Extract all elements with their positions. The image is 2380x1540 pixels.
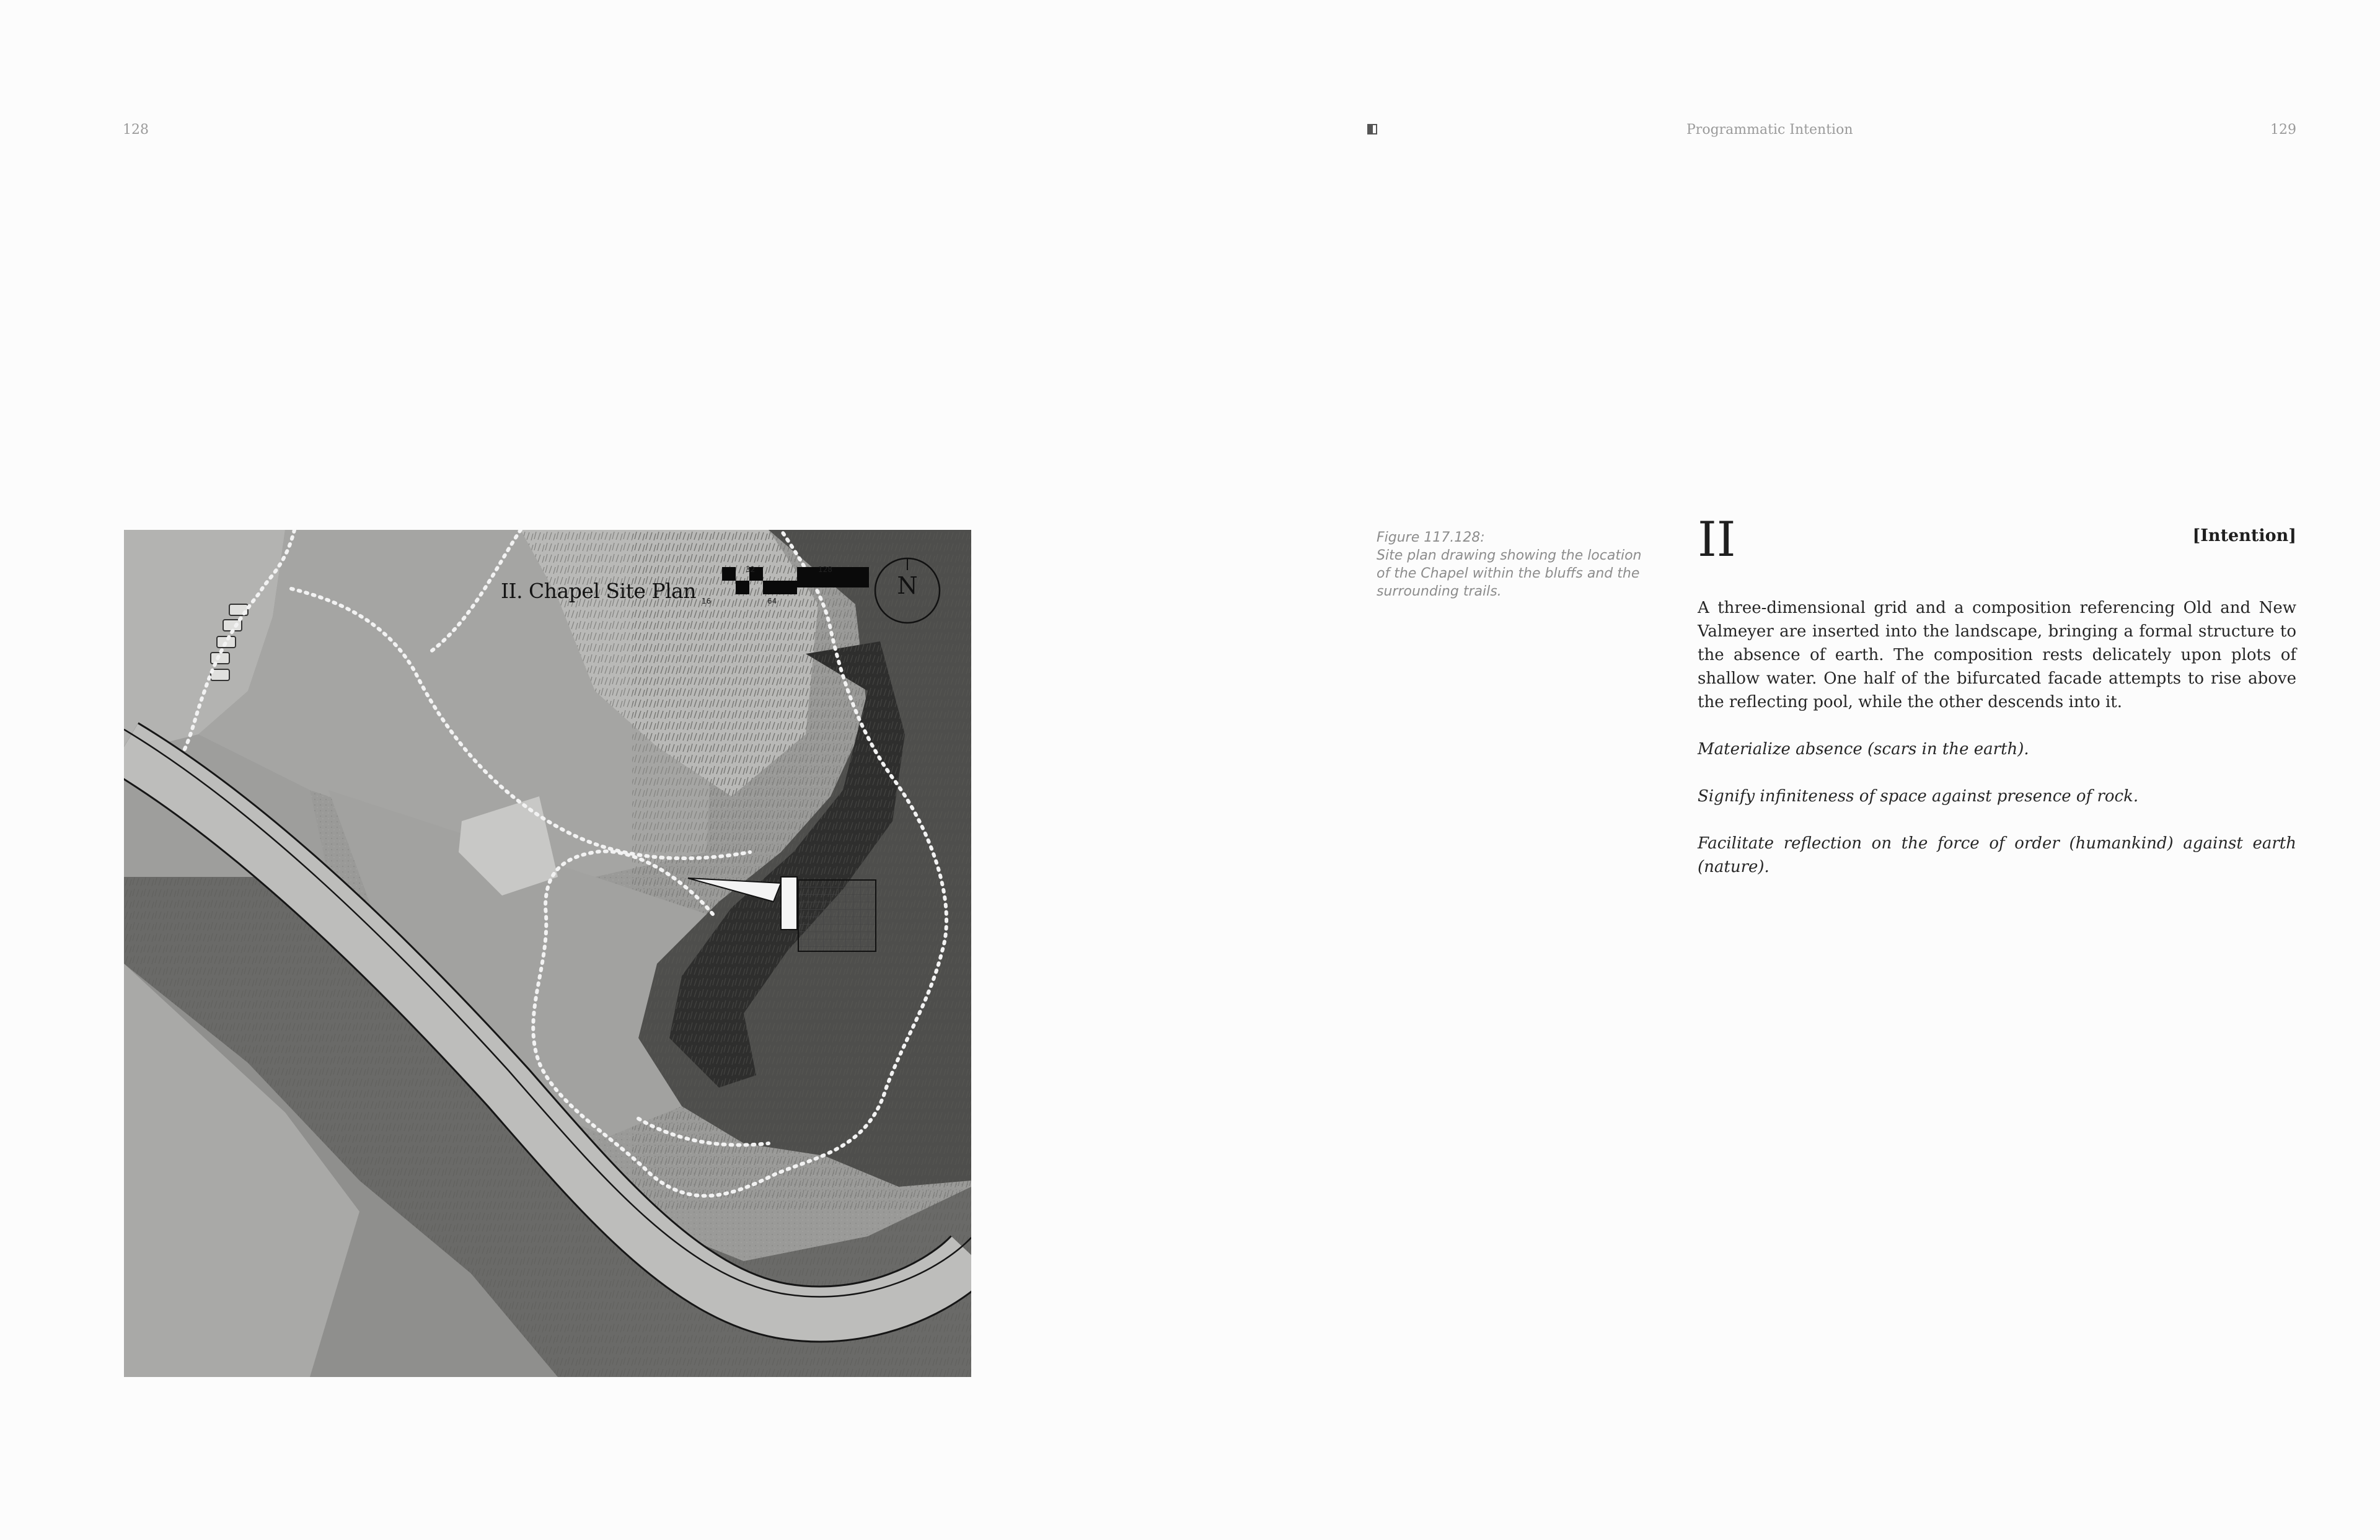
aerial-site-map (124, 530, 971, 1377)
scale-label: 32 (746, 565, 756, 574)
figure-caption (1377, 529, 1643, 601)
running-head: Programmatic Intention (1686, 122, 1853, 138)
intention-statement: Facilitate reflection on the force of order (humankind) against earth (nature). (1698, 834, 2296, 876)
caption-text: Site plan drawing showing the location of the Chapel within the bluffs and the surrounding trails. (1377, 548, 1642, 599)
intention-statement: Materialize absence (scars in the earth). (1698, 740, 2029, 759)
scale-label: 128 (818, 565, 832, 574)
plan-title: II. Chapel Site Plan (501, 579, 697, 603)
intention-statement: Signify infiniteness of space against presence of rock. (1698, 787, 2139, 806)
site-plan-figure (124, 530, 971, 1377)
section-tag: [Intention] (2192, 526, 2296, 545)
section-numeral: II (1698, 512, 1736, 568)
body-text (1698, 596, 2296, 902)
right-page (1190, 0, 2380, 1540)
section-marker-icon (1367, 124, 1377, 134)
body-paragraph: A three-dimensional grid and a composition referencing Old and New Valmeyer are inserted into the landscape, bringing a formal structure to the absence of earth. The composition rests delicately upon plots of shallow water. One half of the bifurcated facade attempts to rise above the reflecting pool, while the other descends into it. (1698, 599, 2296, 711)
page-number-left: 128 (123, 122, 149, 138)
scale-label: 16 (702, 597, 712, 605)
caption-label: Figure 117.128: (1377, 530, 1485, 545)
page-number-right: 129 (2270, 122, 2296, 138)
scale-label: 64 (767, 597, 777, 605)
north-label: N (897, 572, 918, 599)
